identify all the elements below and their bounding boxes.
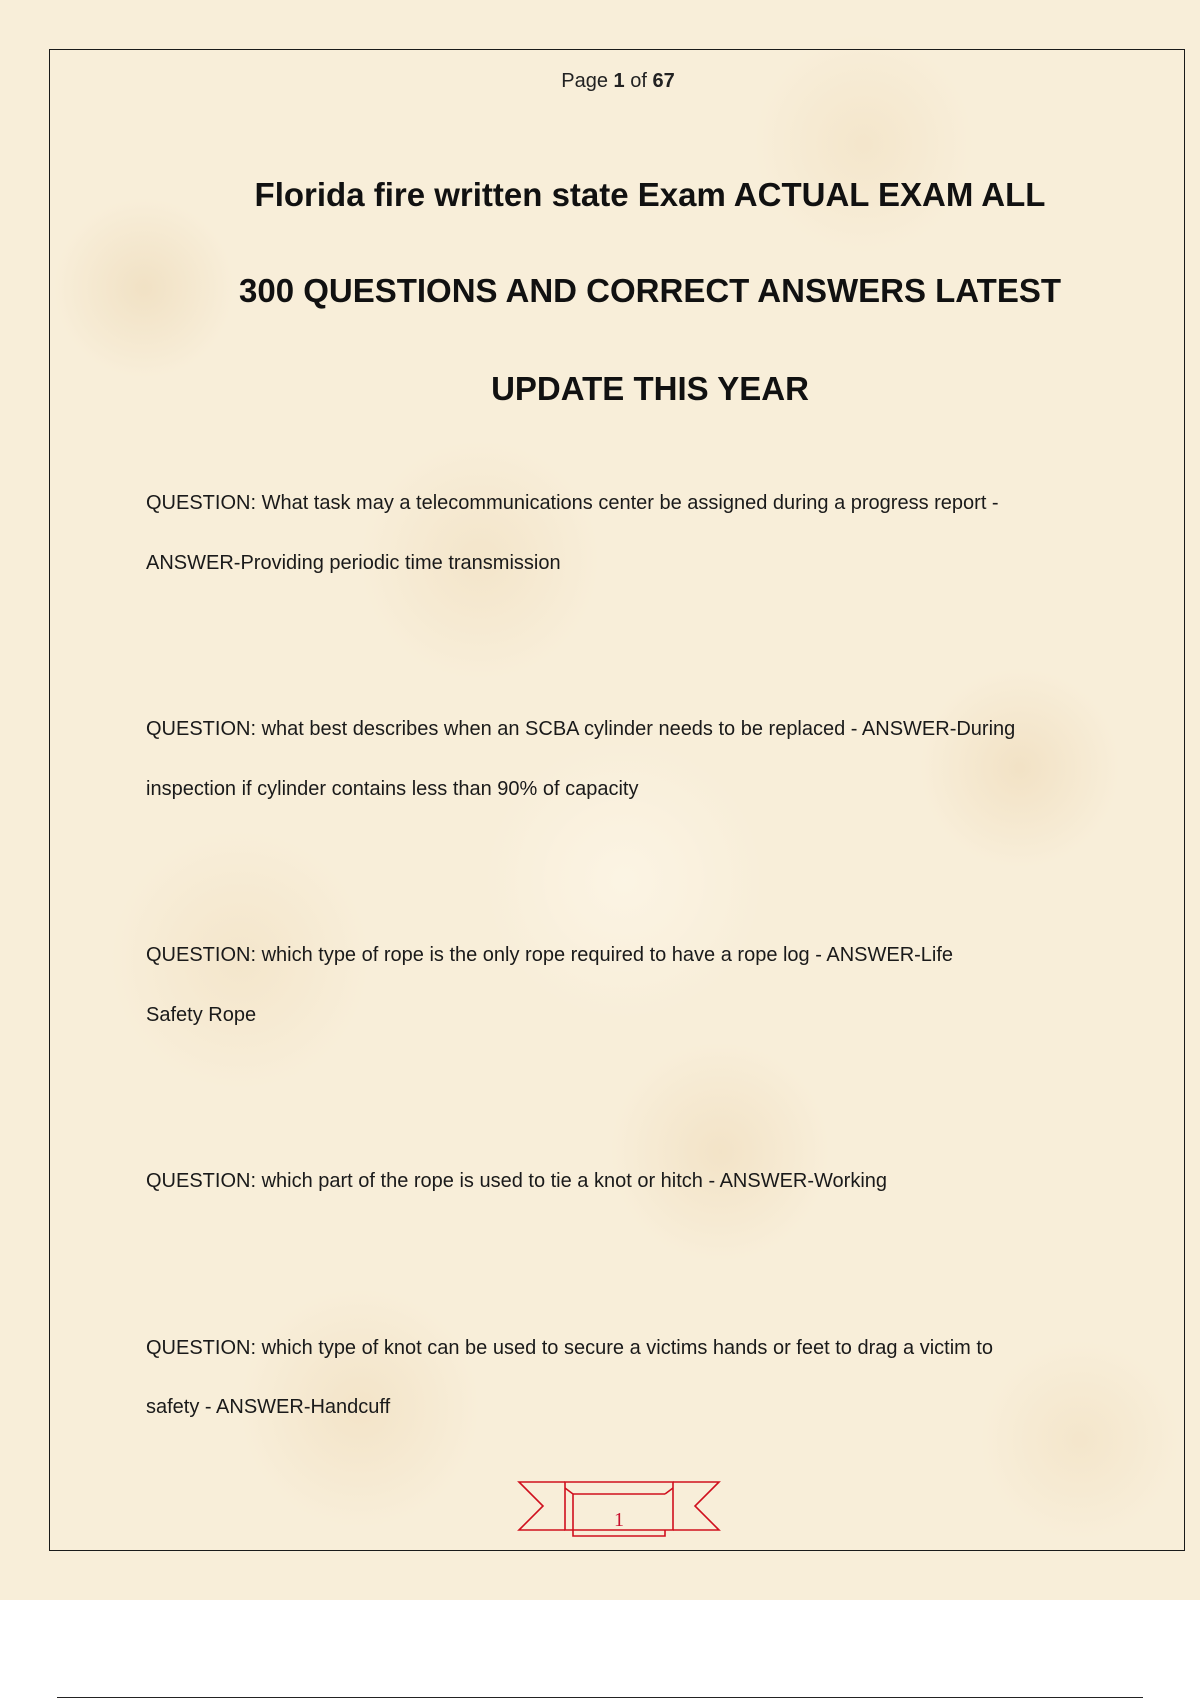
qa-text-line: Safety Rope (146, 1004, 257, 1026)
current-page-number: 1 (613, 70, 625, 92)
footer-page-number: 1 (614, 1509, 624, 1531)
document-title-line-1: Florida fire written state Exam ACTUAL EXAM ALL (254, 176, 1046, 213)
qa-text-line: safety - ANSWER-Handcuff (146, 1396, 391, 1418)
of-label: of (630, 70, 647, 92)
page-header (0, 70, 1200, 93)
document-title-line-2: 300 QUESTIONS AND CORRECT ANSWERS LATEST (238, 272, 1062, 309)
qa-text-line: QUESTION: which type of knot can be used to secure a victims hands or feet to drag a victim to (146, 1337, 994, 1359)
qa-text-line: QUESTION: which part of the rope is used to tie a knot or hitch - ANSWER-Working (146, 1170, 888, 1192)
page-label: Page (561, 70, 608, 92)
next-page-top-rule (57, 1697, 1143, 1698)
qa-text-line: inspection if cylinder contains less than 90% of capacity (146, 778, 639, 800)
qa-text-line: QUESTION: What task may a telecommunications center be assigned during a progress report - (146, 492, 999, 514)
qa-text-line: QUESTION: which type of rope is the only rope required to have a rope log - ANSWER-Life (146, 944, 954, 966)
total-pages-number: 67 (652, 70, 675, 92)
qa-text-line: QUESTION: what best describes when an SCBA cylinder needs to be replaced - ANSWER-During (146, 718, 1016, 740)
document-title-line-3: UPDATE THIS YEAR (491, 370, 809, 407)
qa-text-line: ANSWER-Providing periodic time transmission (146, 552, 561, 574)
